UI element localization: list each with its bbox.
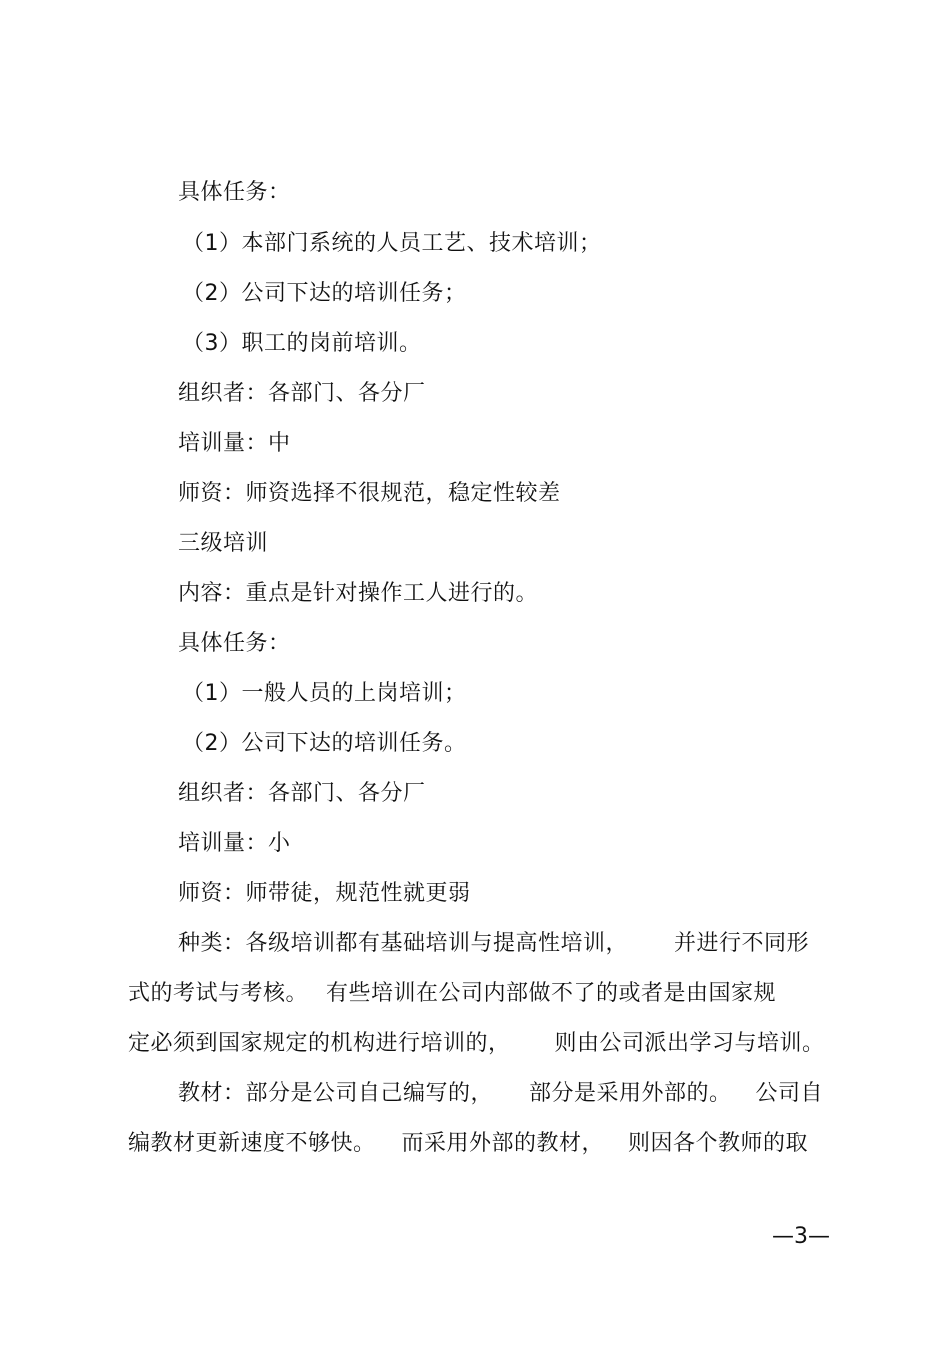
text-segment: 而采用外部的教材， <box>401 1131 605 1156</box>
paragraph-line <box>178 929 809 959</box>
text-line: （1）一般人员的上岗培训； <box>182 681 467 706</box>
paragraph-line <box>128 1129 808 1159</box>
page-number: —3— <box>772 1224 830 1249</box>
text-line: 内容：重点是针对操作工人进行的。 <box>178 581 539 606</box>
text-segment: 定必须到国家规定的机构进行培训的， <box>128 1031 511 1056</box>
text-segment: 则因各个教师的取 <box>628 1131 809 1156</box>
text-line: 具体任务： <box>178 180 291 205</box>
text-line: 师资：师资选择不很规范，稳定性较差 <box>178 481 561 506</box>
text-line: 组织者：各部门、各分厂 <box>178 381 426 406</box>
text-line: （3）职工的岗前培训。 <box>182 331 422 356</box>
text-line: 培训量：小 <box>178 831 291 856</box>
text-segment: 并进行不同形 <box>674 931 810 956</box>
text-line: （1）本部门系统的人员工艺、技术培训； <box>182 231 602 256</box>
text-segment: 种类：各级培训都有基础培训与提高性培训， <box>178 931 629 956</box>
text-segment: 则由公司派出学习与培训。 <box>554 1031 825 1056</box>
section-heading: 三级培训 <box>178 531 269 556</box>
text-segment: 式的考试与考核。 <box>128 981 309 1006</box>
paragraph-line <box>128 1029 825 1059</box>
text-line: （2）公司下达的培训任务； <box>182 281 467 306</box>
text-line: （2）公司下达的培训任务。 <box>182 731 467 756</box>
text-line: 培训量：中 <box>178 431 291 456</box>
text-segment: 部分是采用外部的。 <box>529 1081 732 1106</box>
text-segment: 有些培训在公司内部做不了的或者是由国家规 <box>326 981 777 1006</box>
text-segment: 公司自 <box>755 1081 824 1106</box>
text-line: 组织者：各部门、各分厂 <box>178 781 426 806</box>
text-line: 具体任务： <box>178 631 291 656</box>
text-line: 师资：师带徒，规范性就更弱 <box>178 881 471 906</box>
text-segment: 编教材更新速度不够快。 <box>128 1131 376 1156</box>
paragraph-line <box>178 1079 823 1109</box>
text-segment: 教材：部分是公司自己编写的， <box>178 1081 494 1106</box>
paragraph-line <box>128 979 776 1009</box>
